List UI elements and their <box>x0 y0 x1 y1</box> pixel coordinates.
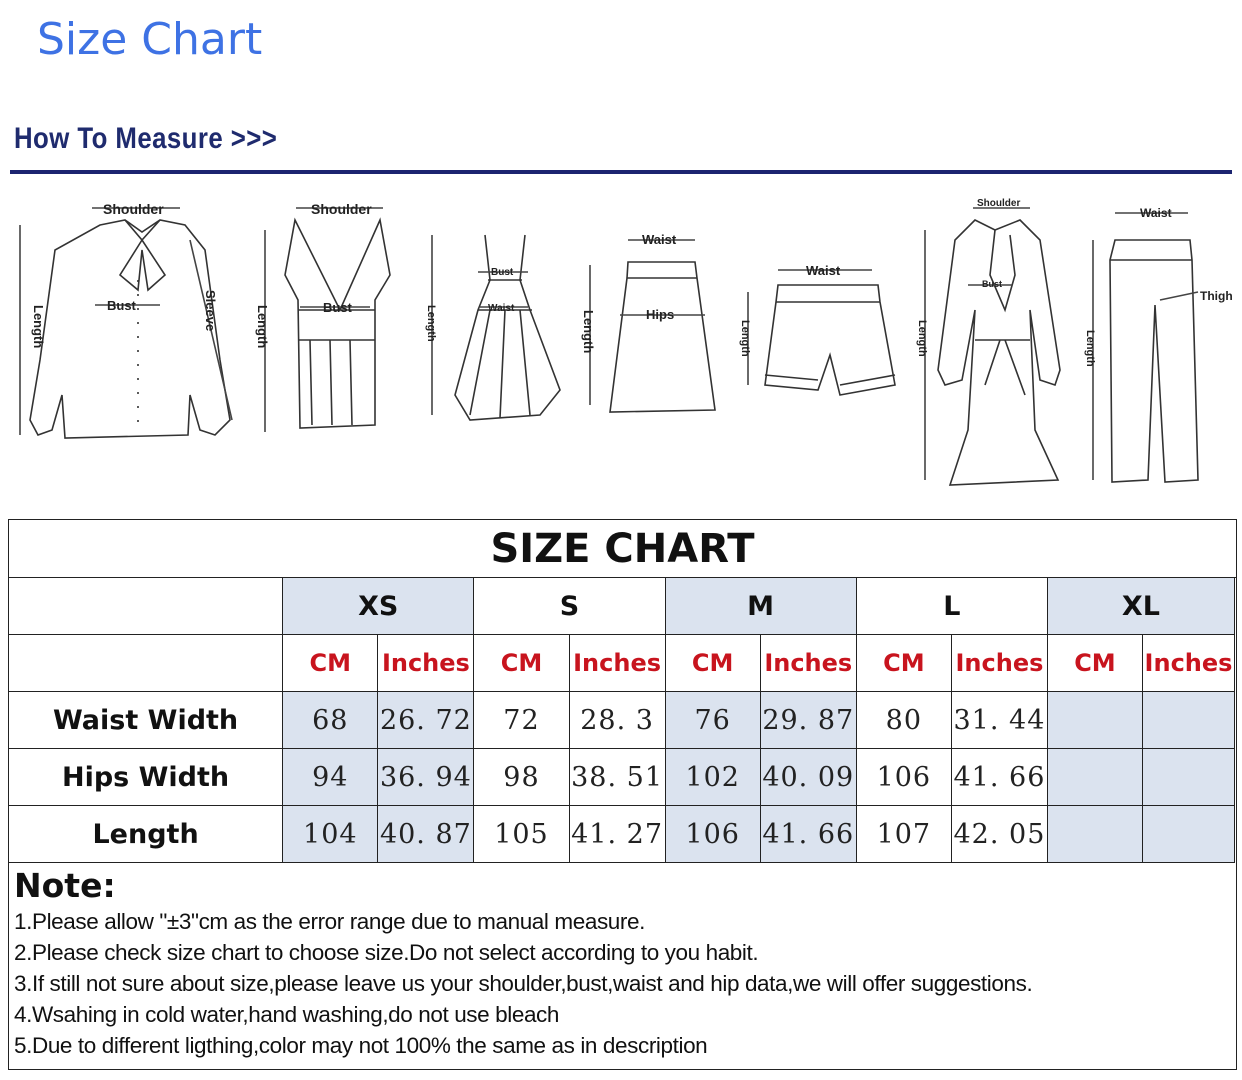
table-cell: 41. 66 <box>952 749 1048 806</box>
table-cell: 41. 66 <box>760 806 856 863</box>
table-cell: 31. 44 <box>952 692 1048 749</box>
pants-illustration <box>1084 206 1233 482</box>
blouse-illustration <box>20 201 232 438</box>
skirt-illustration <box>581 232 715 412</box>
table-row <box>9 692 1235 749</box>
unit-header-row <box>9 635 1235 692</box>
unit-cm: CM <box>283 635 378 692</box>
row-label-waist: Waist Width <box>9 692 283 749</box>
table-cell: 28. 3 <box>569 692 665 749</box>
svg-text:Length: Length <box>1084 330 1096 367</box>
note-line: 4.Wsahing in cold water,hand washing,do not use bleach <box>14 1002 560 1027</box>
table-cell: 40. 09 <box>760 749 856 806</box>
table-cell: 68 <box>283 692 378 749</box>
notes-title: Note: <box>14 866 116 905</box>
table-row <box>9 806 1235 863</box>
table-cell <box>1142 806 1234 863</box>
table-cell: 26. 72 <box>378 692 474 749</box>
table-cell: 80 <box>856 692 951 749</box>
svg-text:Bust: Bust <box>107 298 136 313</box>
note-line: 5.Due to different ligthing,color may not 100% the same as in description <box>14 1033 708 1058</box>
table-cell <box>1142 692 1234 749</box>
svg-text:Shoulder: Shoulder <box>103 201 164 217</box>
table-cell: 36. 94 <box>378 749 474 806</box>
table-cell: 72 <box>474 692 569 749</box>
coat-illustration <box>916 198 1060 485</box>
table-cell <box>1142 749 1234 806</box>
table-cell <box>1047 806 1142 863</box>
table-cell <box>1047 749 1142 806</box>
table-cell: 76 <box>665 692 760 749</box>
unit-cm: CM <box>665 635 760 692</box>
svg-text:Waist: Waist <box>642 232 677 247</box>
svg-text:Bust: Bust <box>982 279 1002 289</box>
table-cell: 38. 51 <box>569 749 665 806</box>
table-cell: 94 <box>283 749 378 806</box>
svg-text:Shoulder: Shoulder <box>311 201 372 217</box>
page-title: Size Chart <box>37 14 263 65</box>
table-cell: 42. 05 <box>952 806 1048 863</box>
unit-inches: Inches <box>378 635 474 692</box>
size-chart-title: SIZE CHART <box>9 520 1236 578</box>
svg-text:Length: Length <box>255 305 270 349</box>
tank-top-illustration <box>255 201 390 432</box>
table-cell: 102 <box>665 749 760 806</box>
how-to-measure-heading: How To Measure >>> <box>14 122 278 155</box>
svg-text:Waist: Waist <box>1140 206 1172 220</box>
table-cell: 29. 87 <box>760 692 856 749</box>
note-line: 1.Please allow "±3"cm as the error range due to manual measure. <box>14 909 645 934</box>
table-cell: 105 <box>474 806 569 863</box>
shorts-illustration <box>739 263 895 395</box>
corner-cell <box>9 578 283 635</box>
notes-section <box>14 866 1032 1061</box>
unit-inches: Inches <box>1142 635 1234 692</box>
svg-text:Length: Length <box>581 310 596 354</box>
heading-divider <box>10 170 1232 174</box>
unit-inches: Inches <box>760 635 856 692</box>
table-cell: 98 <box>474 749 569 806</box>
table-cell: 40. 87 <box>378 806 474 863</box>
svg-text:Shoulder: Shoulder <box>977 198 1021 209</box>
size-s-header: S <box>474 578 665 635</box>
table-cell: 104 <box>283 806 378 863</box>
svg-text:Hips: Hips <box>646 307 675 322</box>
row-label-length: Length <box>9 806 283 863</box>
corner-cell <box>9 635 283 692</box>
svg-text:Length: Length <box>916 320 928 357</box>
measurement-illustrations <box>0 180 1242 505</box>
unit-cm: CM <box>1047 635 1142 692</box>
unit-cm: CM <box>856 635 951 692</box>
size-header-row <box>9 578 1235 635</box>
table-cell: 106 <box>856 749 951 806</box>
size-xl-header: XL <box>1047 578 1234 635</box>
svg-text:Waist: Waist <box>488 303 515 314</box>
table-cell: 106 <box>665 806 760 863</box>
note-line: 3.If still not sure about size,please leave us your shoulder,bust,waist and hip data,we will offer suggestions. <box>14 971 1033 996</box>
unit-inches: Inches <box>952 635 1048 692</box>
size-l-header: L <box>856 578 1047 635</box>
size-table <box>8 577 1235 863</box>
svg-text:Waist: Waist <box>806 263 841 278</box>
svg-text:Length: Length <box>31 305 46 349</box>
unit-cm: CM <box>474 635 569 692</box>
table-row <box>9 749 1235 806</box>
svg-text:Bust: Bust <box>323 300 352 315</box>
svg-text:Length: Length <box>739 320 751 357</box>
table-cell: 107 <box>856 806 951 863</box>
sundress-illustration <box>425 235 560 420</box>
size-xs-header: XS <box>283 578 474 635</box>
svg-text:Sleeve: Sleeve <box>203 290 218 332</box>
table-cell: 41. 27 <box>569 806 665 863</box>
svg-text:Bust: Bust <box>491 267 514 278</box>
svg-text:Length: Length <box>425 305 437 342</box>
table-cell <box>1047 692 1142 749</box>
size-m-header: M <box>665 578 856 635</box>
note-line: 2.Please check size chart to choose size.Do not select according to you habit. <box>14 940 759 965</box>
svg-text:Thigh: Thigh <box>1200 289 1233 303</box>
row-label-hips: Hips Width <box>9 749 283 806</box>
unit-inches: Inches <box>569 635 665 692</box>
